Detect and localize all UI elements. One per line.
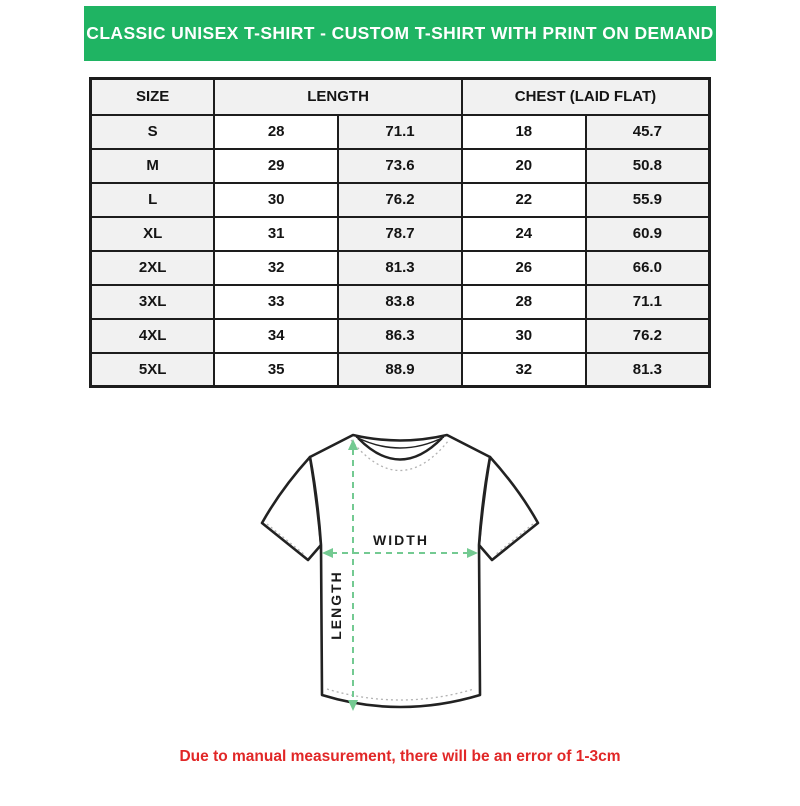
- tshirt-outline: [262, 435, 538, 707]
- chest-cm-cell: 45.7: [586, 115, 710, 149]
- table-row: [91, 149, 710, 183]
- length-cm-cell: 71.1: [338, 115, 462, 149]
- chest-cm-cell: 71.1: [586, 285, 710, 319]
- table-row: [91, 319, 710, 353]
- table-row: [91, 251, 710, 285]
- column-header-length: LENGTH: [214, 79, 462, 115]
- chest-in-cell: 20: [462, 149, 586, 183]
- size-cell: 4XL: [91, 319, 215, 353]
- chest-cm-cell: 81.3: [586, 353, 710, 387]
- length-cm-cell: 86.3: [338, 319, 462, 353]
- length-cm-cell: 73.6: [338, 149, 462, 183]
- length-in-cell: 35: [214, 353, 338, 387]
- chest-cm-cell: 55.9: [586, 183, 710, 217]
- table-header-row: [91, 79, 710, 115]
- chest-in-cell: 30: [462, 319, 586, 353]
- chest-in-cell: 32: [462, 353, 586, 387]
- length-label: LENGTH: [328, 570, 344, 640]
- column-header-chest: CHEST (LAID FLAT): [462, 79, 710, 115]
- length-in-cell: 30: [214, 183, 338, 217]
- length-in-cell: 29: [214, 149, 338, 183]
- table-row: [91, 285, 710, 319]
- size-chart-table: [89, 77, 711, 388]
- chest-cm-cell: 66.0: [586, 251, 710, 285]
- table-row: [91, 115, 710, 149]
- tshirt-diagram-svg: [0, 415, 800, 745]
- chest-in-cell: 18: [462, 115, 586, 149]
- chest-cm-cell: 60.9: [586, 217, 710, 251]
- length-cm-cell: 76.2: [338, 183, 462, 217]
- chest-in-cell: 22: [462, 183, 586, 217]
- length-in-cell: 33: [214, 285, 338, 319]
- length-in-cell: 34: [214, 319, 338, 353]
- size-cell: 2XL: [91, 251, 215, 285]
- size-cell: XL: [91, 217, 215, 251]
- table-row: [91, 353, 710, 387]
- measurement-disclaimer: Due to manual measurement, there will be an error of 1-3cm: [179, 748, 621, 765]
- chest-in-cell: 28: [462, 285, 586, 319]
- length-in-cell: 28: [214, 115, 338, 149]
- length-cm-cell: 78.7: [338, 217, 462, 251]
- title-banner: [84, 6, 716, 61]
- length-cm-cell: 88.9: [338, 353, 462, 387]
- chest-cm-cell: 50.8: [586, 149, 710, 183]
- size-cell: S: [91, 115, 215, 149]
- length-in-cell: 32: [214, 251, 338, 285]
- size-cell: L: [91, 183, 215, 217]
- width-label: WIDTH: [373, 532, 429, 548]
- table-row: [91, 217, 710, 251]
- size-cell: M: [91, 149, 215, 183]
- page-title: CLASSIC UNISEX T-SHIRT - CUSTOM T-SHIRT WITH PRINT ON DEMAND: [86, 23, 714, 43]
- length-cm-cell: 83.8: [338, 285, 462, 319]
- chest-cm-cell: 76.2: [586, 319, 710, 353]
- table-row: [91, 183, 710, 217]
- chest-in-cell: 24: [462, 217, 586, 251]
- tshirt-measurement-diagram: [0, 415, 800, 745]
- size-cell: 5XL: [91, 353, 215, 387]
- column-header-size: SIZE: [91, 79, 215, 115]
- length-in-cell: 31: [214, 217, 338, 251]
- length-cm-cell: 81.3: [338, 251, 462, 285]
- chest-in-cell: 26: [462, 251, 586, 285]
- size-cell: 3XL: [91, 285, 215, 319]
